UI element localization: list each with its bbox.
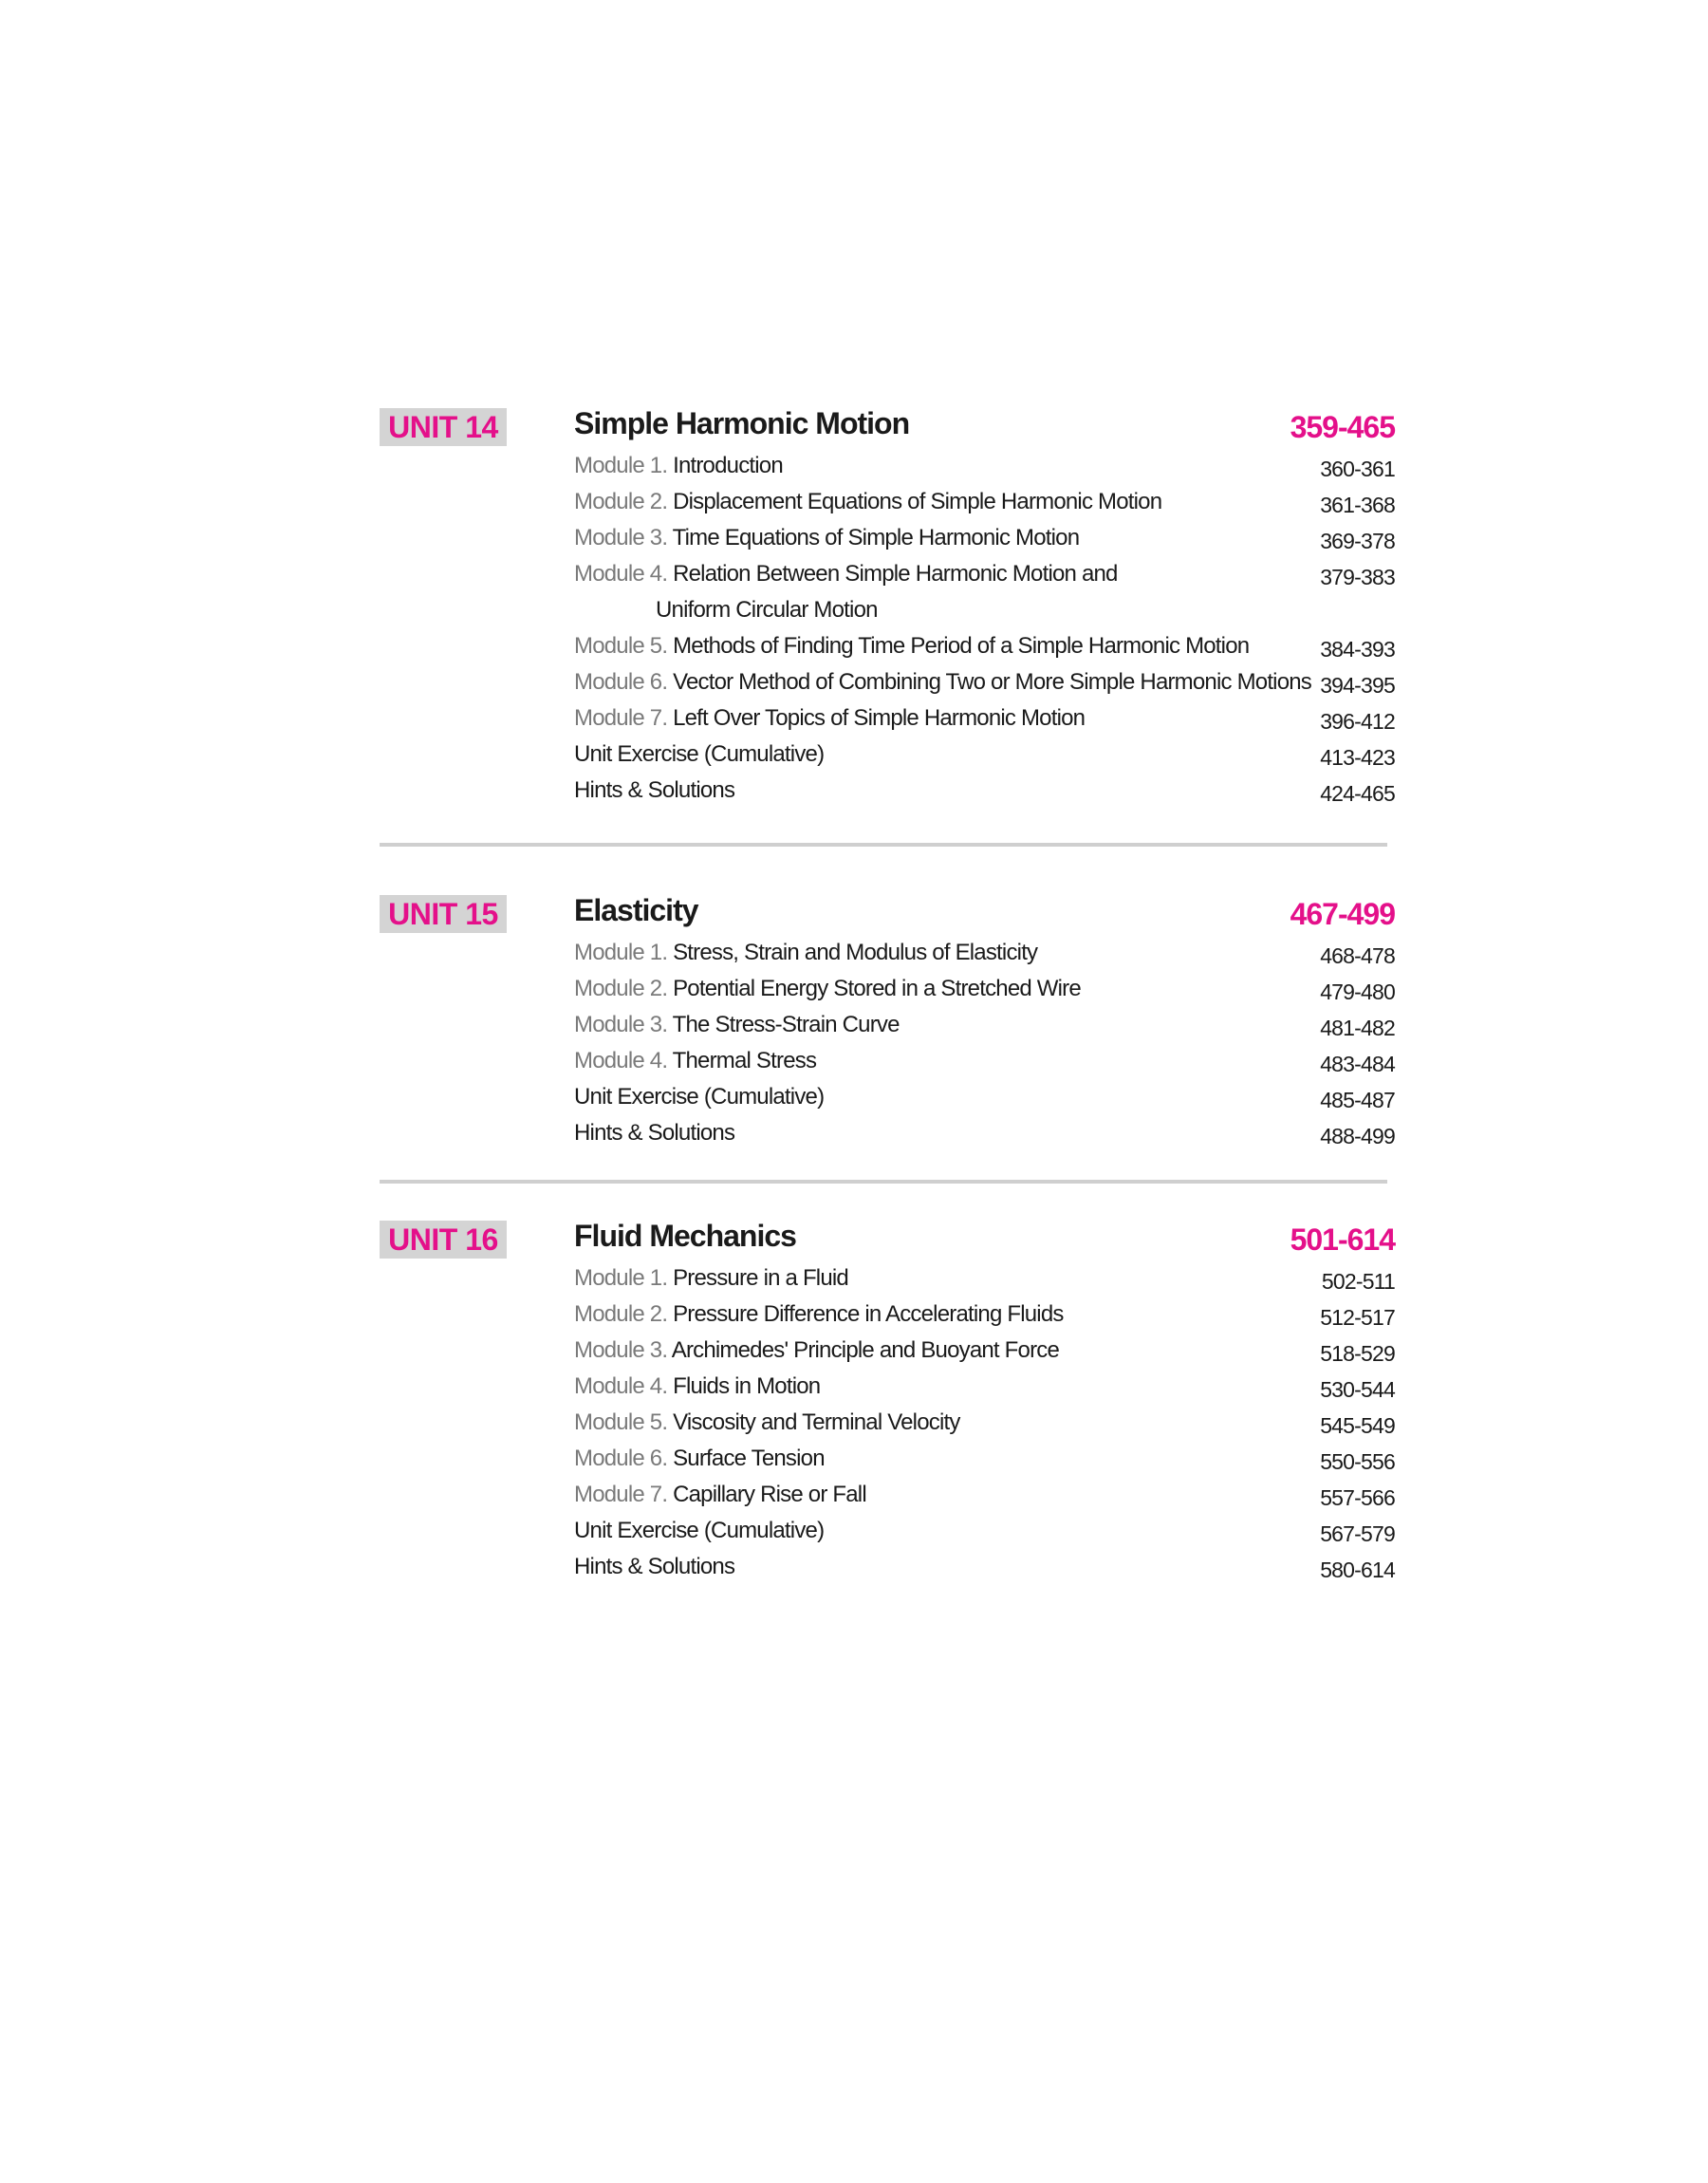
- toc-entry[interactable]: [574, 1120, 1395, 1156]
- module-number: Module 3.: [574, 1012, 673, 1037]
- unit-page-range: 359-465: [1290, 410, 1395, 444]
- entry-title: Unit Exercise (Cumulative): [574, 1084, 825, 1110]
- module-number: Module 1.: [574, 940, 674, 965]
- entry-title-continuation: Uniform Circular Motion: [656, 597, 878, 623]
- toc-entry[interactable]: [574, 1554, 1395, 1590]
- toc-entry[interactable]: [574, 1482, 1395, 1518]
- entry-pages: 567-579: [1320, 1521, 1395, 1546]
- entry-pages: 369-378: [1320, 529, 1395, 553]
- entry-pages: 518-529: [1320, 1341, 1395, 1366]
- entry-title: Hints & Solutions: [574, 1554, 735, 1579]
- toc-entry[interactable]: [574, 453, 1395, 489]
- unit-entry-list: [574, 453, 1395, 813]
- module-number: Module 2.: [574, 976, 674, 1001]
- toc-entry[interactable]: [574, 940, 1395, 976]
- entry-pages: 413-423: [1320, 745, 1395, 770]
- entry-title: Potential Energy Stored in a Stretched Wire: [673, 976, 1081, 1001]
- entry-title: Capillary Rise or Fall: [673, 1482, 866, 1507]
- entry-title: Hints & Solutions: [574, 1120, 735, 1146]
- entry-title: Viscosity and Terminal Velocity: [673, 1409, 960, 1435]
- entry-pages: 545-549: [1320, 1413, 1395, 1438]
- entry-pages: 479-480: [1320, 980, 1395, 1004]
- unit-badge: UNIT 16: [380, 1221, 507, 1259]
- toc-entry[interactable]: [574, 669, 1395, 705]
- toc-entry[interactable]: [574, 489, 1395, 525]
- toc-entry[interactable]: [574, 561, 1395, 633]
- entry-pages: 483-484: [1320, 1052, 1395, 1076]
- entry-title: Relation Between Simple Harmonic Motion and: [673, 561, 1118, 587]
- toc-entry[interactable]: [574, 1409, 1395, 1446]
- toc-entry[interactable]: [574, 1048, 1395, 1084]
- module-number: Module 7.: [574, 705, 674, 731]
- entry-pages: 379-383: [1320, 565, 1395, 589]
- module-number: Module 3.: [574, 1337, 672, 1363]
- unit-title: Fluid Mechanics: [574, 1219, 796, 1253]
- entry-title: Archimedes' Principle and Buoyant Force: [671, 1337, 1060, 1363]
- toc-entry[interactable]: [574, 1301, 1395, 1337]
- entry-title: Stress, Strain and Modulus of Elasticity: [673, 940, 1038, 965]
- module-number: Module 5.: [574, 1409, 674, 1435]
- toc-entry[interactable]: [574, 1337, 1395, 1373]
- entry-pages: 502-511: [1321, 1269, 1395, 1294]
- toc-entry[interactable]: [574, 777, 1395, 813]
- entry-title: Unit Exercise (Cumulative): [574, 741, 825, 767]
- toc-entry[interactable]: [574, 1373, 1395, 1409]
- toc-entry[interactable]: [574, 633, 1395, 669]
- entry-pages: 468-478: [1320, 943, 1395, 968]
- section-divider: [380, 843, 1387, 847]
- unit-entry-list: [574, 940, 1395, 1156]
- unit-page-range: 501-614: [1290, 1222, 1395, 1257]
- module-number: Module 6.: [574, 1446, 674, 1471]
- toc-entry[interactable]: [574, 525, 1395, 561]
- entry-title: Pressure in a Fluid: [673, 1265, 848, 1291]
- module-number: Module 1.: [574, 1265, 674, 1291]
- entry-pages: 361-368: [1320, 493, 1395, 517]
- module-number: Module 4.: [574, 561, 674, 587]
- section-divider: [380, 1180, 1387, 1184]
- entry-pages: 530-544: [1320, 1377, 1395, 1402]
- unit-page-range: 467-499: [1290, 897, 1395, 931]
- entry-title: Hints & Solutions: [574, 777, 735, 803]
- entry-title: Surface Tension: [673, 1446, 825, 1471]
- entry-title: Unit Exercise (Cumulative): [574, 1518, 825, 1543]
- toc-entry[interactable]: [574, 1446, 1395, 1482]
- unit-badge: UNIT 15: [380, 895, 507, 933]
- entry-pages: 481-482: [1320, 1016, 1395, 1040]
- entry-pages: 550-556: [1320, 1449, 1395, 1474]
- module-number: Module 4.: [574, 1048, 673, 1073]
- toc-entry[interactable]: [574, 705, 1395, 741]
- toc-entry[interactable]: [574, 976, 1395, 1012]
- entry-pages: 512-517: [1320, 1305, 1395, 1330]
- module-number: Module 4.: [574, 1373, 674, 1399]
- entry-title: Time Equations of Simple Harmonic Motion: [672, 525, 1080, 550]
- entry-pages: 384-393: [1320, 637, 1395, 662]
- entry-title: Introduction: [673, 453, 783, 478]
- module-number: Module 7.: [574, 1482, 674, 1507]
- module-number: Module 6.: [574, 669, 674, 695]
- unit-entry-list: [574, 1265, 1395, 1590]
- entry-title: The Stress-Strain Curve: [672, 1012, 900, 1037]
- entry-title: Pressure Difference in Accelerating Fluids: [673, 1301, 1064, 1327]
- entry-pages: 424-465: [1320, 781, 1395, 806]
- toc-entry[interactable]: [574, 1012, 1395, 1048]
- toc-entry[interactable]: [574, 1518, 1395, 1554]
- entry-title: Left Over Topics of Simple Harmonic Motion: [673, 705, 1086, 731]
- unit-badge: UNIT 14: [380, 408, 507, 446]
- module-number: Module 2.: [574, 1301, 674, 1327]
- entry-pages: 488-499: [1320, 1124, 1395, 1148]
- entry-pages: 394-395: [1320, 673, 1395, 698]
- unit-title: Elasticity: [574, 893, 698, 927]
- unit-title: Simple Harmonic Motion: [574, 406, 910, 440]
- toc-entry[interactable]: [574, 1265, 1395, 1301]
- entry-title: Displacement Equations of Simple Harmonic Motion: [673, 489, 1162, 514]
- module-number: Module 3.: [574, 525, 673, 550]
- entry-pages: 360-361: [1320, 457, 1395, 481]
- entry-pages: 396-412: [1320, 709, 1395, 734]
- module-number: Module 5.: [574, 633, 674, 659]
- module-number: Module 1.: [574, 453, 674, 478]
- entry-pages: 485-487: [1320, 1088, 1395, 1112]
- toc-entry[interactable]: [574, 741, 1395, 777]
- entry-title: Thermal Stress: [672, 1048, 817, 1073]
- entry-pages: 580-614: [1320, 1558, 1395, 1582]
- entry-title: Fluids in Motion: [673, 1373, 821, 1399]
- toc-entry[interactable]: [574, 1084, 1395, 1120]
- module-number: Module 2.: [574, 489, 674, 514]
- entry-title: Methods of Finding Time Period of a Simple Harmonic Motion: [673, 633, 1250, 659]
- entry-pages: 557-566: [1320, 1485, 1395, 1510]
- entry-title: Vector Method of Combining Two or More Simple Harmonic Motions: [673, 669, 1312, 695]
